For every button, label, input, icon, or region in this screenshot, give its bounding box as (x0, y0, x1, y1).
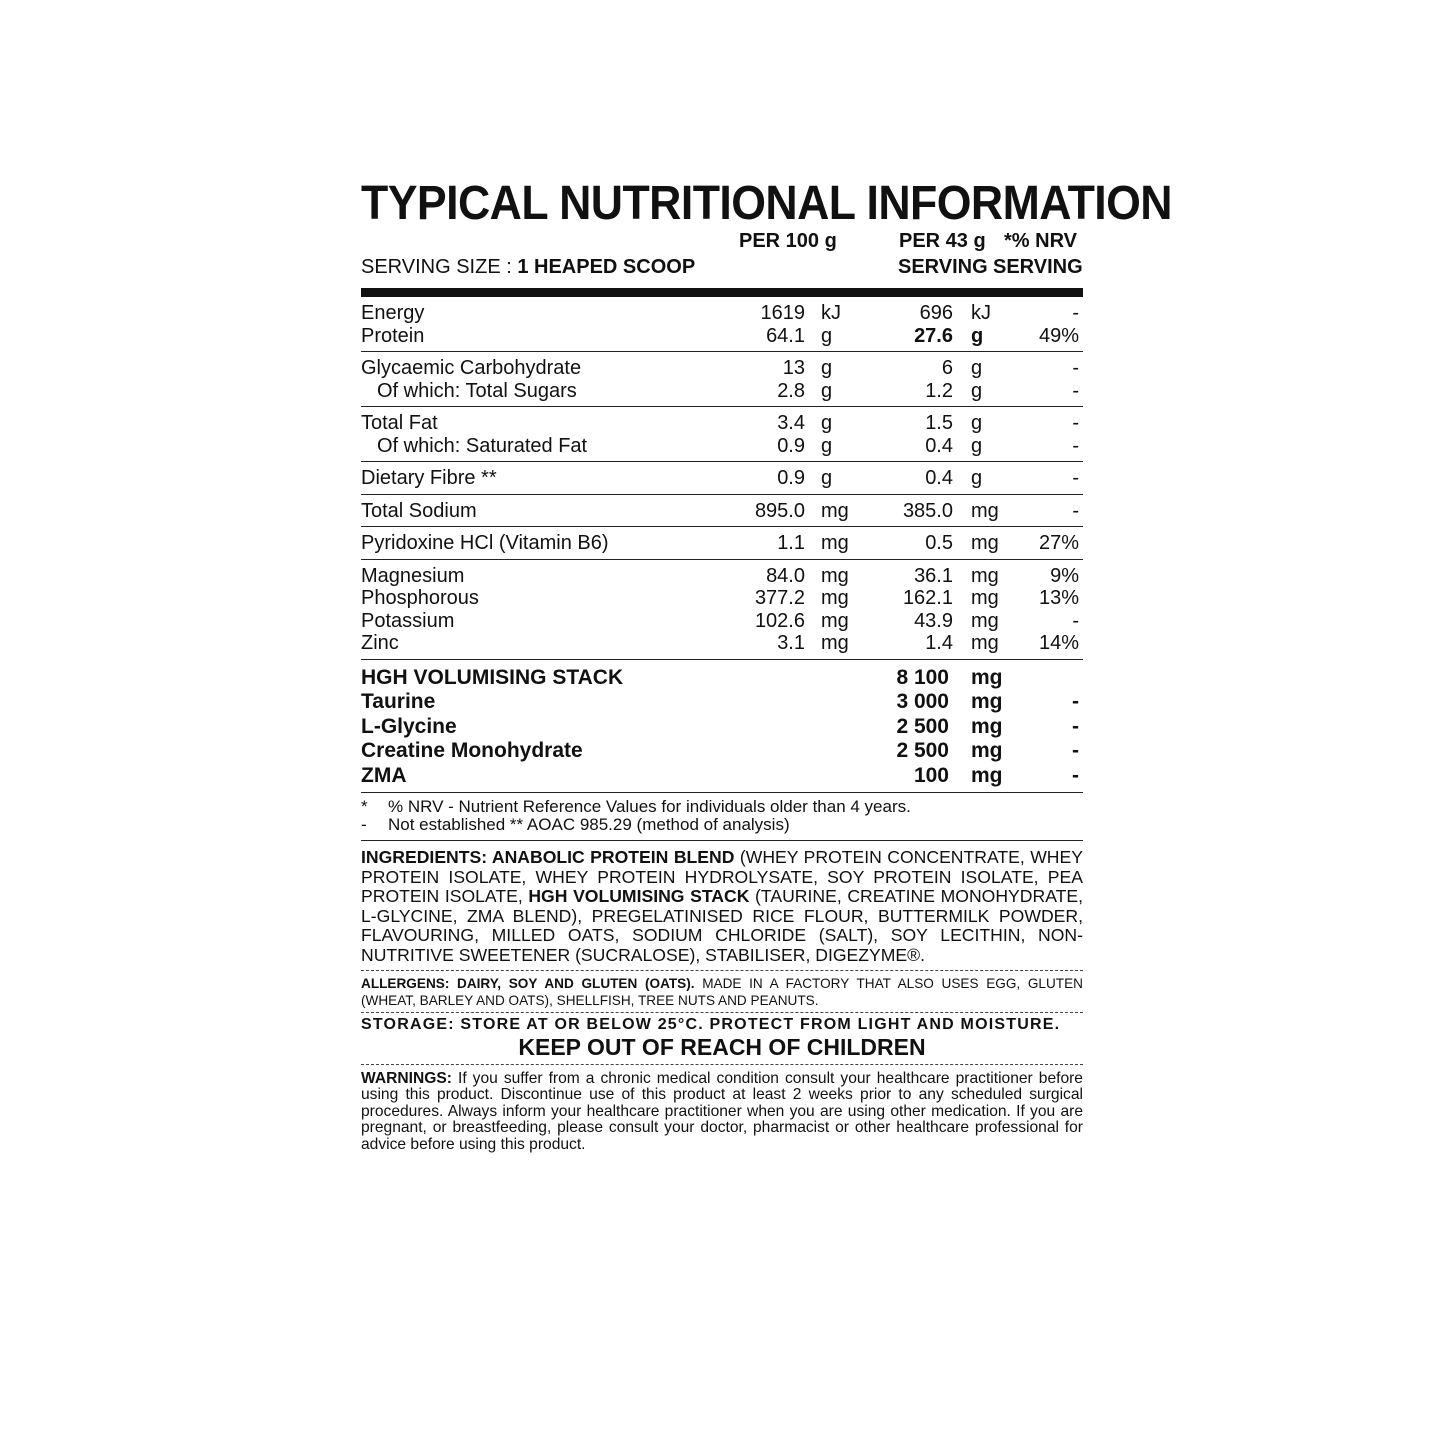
per-100g-unit: g (821, 412, 833, 434)
per-serving-unit: g (971, 434, 983, 457)
per-serving-unit: mg (971, 763, 1003, 787)
per-serving-unit: mg (971, 665, 1003, 689)
per-serving-value: 6 (941, 357, 953, 379)
nrv-value: - (1072, 763, 1079, 787)
nutrient-name: Dietary Fibre ** (361, 467, 497, 489)
nrv-value: - (1072, 302, 1079, 324)
nutrient-row (361, 587, 1083, 610)
per-100g-value: 377.2 (754, 587, 805, 609)
stack-ingredient-name: HGH VOLUMISING STACK (361, 665, 624, 689)
warnings-label: WARNINGS: (361, 1069, 452, 1087)
nrv-value: - (1072, 357, 1079, 379)
per-100g-unit: g (821, 324, 833, 347)
per-serving-value: 100 (913, 763, 949, 787)
nrv-value: 13% (1038, 587, 1079, 609)
nutrient-name: Potassium (361, 609, 455, 632)
keep-out-warning: KEEP OUT OF REACH OF CHILDREN (361, 1034, 1083, 1065)
footnote-text: % NRV - Nutrient Reference Values for individuals older than 4 years. (388, 797, 911, 816)
page-title: TYPICAL NUTRITIONAL INFORMATION (361, 177, 1172, 230)
nutrient-row (361, 380, 1083, 403)
stack-row (361, 764, 1083, 789)
per-100g-unit: g (821, 357, 833, 379)
allergens-text: MADE IN A FACTORY THAT ALSO USES EGG, GLUTEN (WHEAT, BARLEY AND OATS), SHELLFISH, TREE NUTS AND PEANUTS. (361, 975, 1083, 1008)
nutrient-name: Total Fat (361, 412, 438, 434)
ingredients-stack-label: HGH VOLUMISING STACK (528, 886, 750, 907)
nrv-value: - (1072, 434, 1079, 457)
per-100g-unit: mg (821, 609, 849, 632)
serving-size (361, 256, 695, 279)
per-serving-header-line2: SERVING (898, 256, 988, 278)
nrv-value: - (1072, 379, 1079, 402)
per-serving-value: 1.5 (925, 412, 953, 434)
per-serving-value: 696 (919, 302, 953, 324)
nutrient-group (361, 297, 1083, 352)
nutrient-table (361, 297, 1083, 660)
per-100g-unit: mg (821, 587, 849, 609)
per-100g-unit: g (821, 434, 833, 457)
per-100g-value: 1.1 (777, 532, 805, 554)
per-100g-value: 13 (782, 357, 805, 379)
nutrient-row (361, 302, 1083, 325)
per-serving-unit: mg (971, 564, 999, 587)
per-100g-unit: mg (821, 499, 849, 522)
per-serving-unit: mg (971, 690, 1003, 713)
stack-ingredient-name: Taurine (361, 690, 436, 713)
per-100g-header: PER 100 g (739, 230, 837, 252)
nrv-value: - (1072, 499, 1079, 522)
nutrient-row (361, 325, 1083, 348)
nrv-value: - (1072, 739, 1079, 762)
per-100g-unit: mg (821, 564, 849, 587)
nrv-value: - (1072, 609, 1079, 632)
per-100g-unit: mg (821, 632, 849, 654)
per-serving-value: 2 500 (896, 714, 949, 738)
nrv-value: - (1072, 714, 1079, 738)
per-100g-unit: g (821, 379, 833, 402)
nutrient-row (361, 610, 1083, 633)
per-serving-value: 43.9 (914, 609, 953, 632)
nutrient-row (361, 632, 1083, 655)
per-serving-unit: kJ (971, 302, 991, 324)
nutrient-name: Of which: Saturated Fat (377, 434, 588, 457)
footnote-mark: * (361, 797, 368, 816)
nutrient-row (361, 412, 1083, 435)
per-serving-unit: g (971, 467, 983, 489)
nutrient-group (361, 495, 1083, 528)
per-serving-value: 3 000 (896, 690, 949, 713)
per-serving-value: 0.5 (925, 532, 953, 554)
per-100g-unit: g (821, 467, 833, 489)
nrv-header-line2: SERVING (993, 256, 1083, 278)
per-serving-value: 1.4 (925, 632, 953, 654)
per-100g-value: 3.4 (777, 412, 805, 434)
allergens (361, 971, 1083, 1013)
serving-size-value: 1 HEAPED SCOOP (517, 256, 696, 278)
per-serving-value: 2 500 (896, 739, 949, 762)
per-serving-value: 36.1 (914, 564, 953, 587)
per-100g-value: 84.0 (766, 564, 805, 587)
nutrient-name: Magnesium (361, 564, 465, 587)
nutrient-group (361, 527, 1083, 560)
footnote (361, 798, 1083, 816)
ingredients-label: INGREDIENTS: ANABOLIC PROTEIN BLEND (361, 847, 735, 867)
per-serving-unit: mg (971, 739, 1003, 762)
ingredients-text-2: (TAURINE, CREATINE MONOHYDRATE, L-GLYCINE, ZMA BLEND), PREGELATINISED RICE FLOUR, BUTTERMILK POWDER, FLAVOURING, MILLED OATS, SODIUM CHLORIDE (SALT), SOY LECITHIN, NON-NUTRITIVE SWEETENER (SUCRALOSE), STABILISER, DIGEZYME®. (361, 886, 1083, 965)
stack-ingredient-name: L-Glycine (361, 714, 457, 738)
per-serving-unit: mg (971, 499, 999, 522)
footnote-mark: - (361, 815, 367, 834)
per-serving-unit: g (971, 357, 983, 379)
stack-row (361, 715, 1083, 740)
per-serving-unit: mg (971, 714, 1003, 738)
per-serving-value: 0.4 (925, 434, 953, 457)
nutrient-row (361, 435, 1083, 458)
nrv-value: 9% (1050, 564, 1079, 587)
footnote-text: Not established ** AOAC 985.29 (method of analysis) (388, 815, 790, 834)
warnings (361, 1065, 1083, 1154)
per-serving-value: 385.0 (902, 499, 953, 522)
nutrient-name: Of which: Total Sugars (377, 379, 577, 402)
per-serving-unit: mg (971, 609, 999, 632)
nrv-value: 27% (1038, 532, 1079, 554)
per-100g-unit: kJ (821, 302, 841, 324)
per-100g-value: 102.6 (754, 609, 805, 632)
stack-row (361, 690, 1083, 715)
per-serving-value: 8 100 (896, 665, 949, 689)
footnote (361, 816, 1083, 834)
stack-row (361, 739, 1083, 764)
header-divider (361, 288, 1083, 297)
column-header (361, 230, 1083, 282)
nrv-value: - (1072, 412, 1079, 434)
per-100g-value: 895.0 (754, 499, 805, 522)
nutrient-row (361, 467, 1083, 490)
per-serving-value: 0.4 (925, 467, 953, 489)
warnings-text: If you suffer from a chronic medical condition consult your healthcare practitioner before using this product. Discontinue use of this product at least 2 weeks prior to any scheduled surgical procedures. Always inform your healthcare practitioner when you are using other medication. If you are pregnant, or breastfeeding, please consult your doctor, pharmacist or other healthcare professional for advice before using this product. (361, 1069, 1083, 1153)
nutrient-name: Protein (361, 324, 425, 347)
nutrient-name: Zinc (361, 632, 399, 654)
per-100g-value: 1619 (760, 302, 805, 324)
stack-table (361, 660, 1083, 794)
nutrient-row (361, 357, 1083, 380)
nutrient-group (361, 407, 1083, 462)
nutrient-name: Energy (361, 302, 425, 324)
nutrient-name: Glycaemic Carbohydrate (361, 357, 582, 379)
footnotes (361, 793, 1083, 841)
per-serving-unit: g (971, 324, 984, 347)
nutrient-name: Total Sodium (361, 499, 477, 522)
per-serving-unit: mg (971, 532, 999, 554)
nrv-value: 14% (1038, 632, 1079, 654)
stack-row (361, 666, 1083, 691)
nutrition-panel (361, 177, 1172, 1154)
nrv-header: *% NRV (1004, 230, 1077, 252)
nutrient-group (361, 352, 1083, 407)
ingredients-text: (WHEY PROTEIN CONCENTRATE, WHEY PROTEIN ISOLATE, WHEY PROTEIN HYDROLYSATE, SOY PROTEIN ISOLATE, PEA PROTEIN ISOLATE, (361, 847, 1083, 907)
per-100g-value: 2.8 (777, 379, 805, 402)
per-100g-value: 0.9 (777, 467, 805, 489)
stack-ingredient-name: Creatine Monohydrate (361, 739, 583, 762)
per-serving-unit: g (971, 412, 983, 434)
nutrient-row (361, 500, 1083, 523)
nrv-value: - (1072, 467, 1079, 489)
nutrient-group (361, 560, 1083, 660)
storage-text: STORAGE: STORE AT OR BELOW 25°C. PROTECT FROM LIGHT AND MOISTURE. (361, 1015, 1061, 1033)
per-serving-unit: mg (971, 587, 999, 609)
per-serving-value: 162.1 (902, 587, 953, 609)
nrv-value: 49% (1038, 324, 1079, 347)
nutrient-name: Phosphorous (361, 587, 479, 609)
per-serving-value: 1.2 (925, 379, 953, 402)
per-serving-header: PER 43 g (899, 230, 986, 252)
nutrient-row (361, 565, 1083, 588)
per-100g-value: 64.1 (766, 324, 805, 347)
per-100g-value: 0.9 (777, 434, 805, 457)
serving-size-label: SERVING SIZE : (361, 256, 518, 278)
allergens-label: ALLERGENS: DAIRY, SOY AND GLUTEN (OATS). (361, 975, 695, 991)
per-serving-unit: g (971, 379, 983, 402)
nutrient-group (361, 462, 1083, 495)
per-100g-unit: mg (821, 532, 849, 554)
nrv-value: - (1072, 690, 1079, 713)
per-serving-value: 27.6 (914, 324, 953, 347)
per-100g-value: 3.1 (777, 632, 805, 654)
stack-ingredient-name: ZMA (361, 763, 407, 787)
nutrient-row (361, 532, 1083, 555)
per-serving-unit: mg (971, 632, 999, 654)
nutrient-name: Pyridoxine HCl (Vitamin B6) (361, 532, 609, 554)
ingredients (361, 841, 1083, 971)
